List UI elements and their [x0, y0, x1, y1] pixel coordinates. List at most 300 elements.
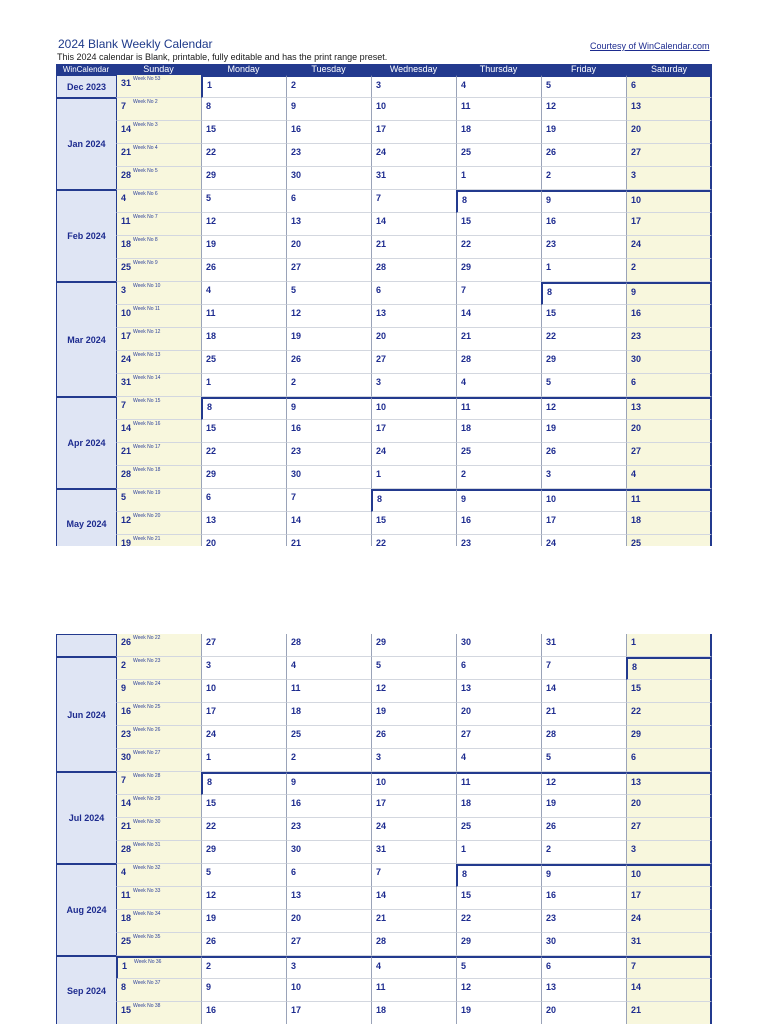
day-cell-wednesday[interactable] [371, 680, 456, 703]
day-cell-friday[interactable] [541, 236, 626, 259]
day-cell-saturday[interactable] [626, 75, 712, 98]
day-cell-wednesday[interactable] [371, 305, 456, 328]
day-cell-tuesday[interactable] [286, 374, 371, 397]
day-cell-saturday[interactable] [626, 282, 712, 305]
day-number: 27 [376, 354, 387, 364]
day-cell-saturday[interactable] [626, 818, 712, 841]
day-cell-friday[interactable] [541, 75, 626, 98]
day-cell-thursday[interactable] [456, 979, 541, 1002]
day-cell-sunday[interactable] [116, 535, 201, 546]
day-cell-sunday[interactable] [116, 236, 201, 259]
day-cell-friday[interactable] [541, 910, 626, 933]
day-cell-monday[interactable] [201, 512, 286, 535]
day-cell-sunday[interactable] [116, 213, 201, 236]
day-number: 9 [291, 101, 297, 111]
day-cell-friday[interactable] [541, 420, 626, 443]
day-cell-saturday[interactable] [626, 703, 712, 726]
day-cell-wednesday[interactable] [371, 75, 456, 98]
day-cell-wednesday[interactable] [371, 167, 456, 190]
day-cell-friday[interactable] [541, 887, 626, 910]
day-cell-tuesday[interactable] [286, 144, 371, 167]
day-cell-thursday[interactable] [456, 305, 541, 328]
day-cell-wednesday[interactable] [371, 726, 456, 749]
day-number: 21 [546, 706, 557, 716]
day-cell-tuesday[interactable] [286, 259, 371, 282]
day-cell-sunday[interactable] [116, 680, 201, 703]
day-cell-wednesday[interactable] [371, 634, 456, 657]
day-cell-monday[interactable] [201, 397, 286, 420]
day-cell-saturday[interactable] [626, 259, 712, 282]
day-cell-tuesday[interactable] [286, 443, 371, 466]
day-cell-thursday[interactable] [456, 818, 541, 841]
day-cell-tuesday[interactable] [286, 910, 371, 933]
day-number: 12 [376, 683, 387, 693]
day-number: 4 [376, 961, 382, 971]
day-cell-sunday[interactable] [116, 887, 201, 910]
day-cell-saturday[interactable] [626, 236, 712, 259]
day-cell-tuesday[interactable] [286, 75, 371, 98]
day-cell-monday[interactable] [201, 305, 286, 328]
day-cell-sunday[interactable] [116, 351, 201, 374]
day-number: 4 [461, 80, 467, 90]
day-cell-sunday[interactable] [116, 864, 201, 887]
day-number: 11 [461, 402, 471, 412]
day-cell-sunday[interactable] [116, 1002, 201, 1024]
day-number: 5 [461, 961, 467, 971]
day-cell-tuesday[interactable] [286, 657, 371, 680]
day-cell-wednesday[interactable] [371, 749, 456, 772]
day-cell-tuesday[interactable] [286, 726, 371, 749]
day-cell-monday[interactable] [201, 749, 286, 772]
day-cell-monday[interactable] [201, 236, 286, 259]
day-cell-sunday[interactable] [116, 374, 201, 397]
day-cell-thursday[interactable] [456, 374, 541, 397]
day-cell-thursday[interactable] [456, 75, 541, 98]
day-cell-thursday[interactable] [456, 351, 541, 374]
day-cell-wednesday[interactable] [371, 351, 456, 374]
day-cell-monday[interactable] [201, 489, 286, 512]
day-cell-tuesday[interactable] [286, 98, 371, 121]
day-cell-friday[interactable] [541, 305, 626, 328]
day-cell-wednesday[interactable] [371, 512, 456, 535]
day-cell-friday[interactable] [541, 680, 626, 703]
day-number: 12 [206, 890, 217, 900]
day-cell-saturday[interactable] [626, 841, 712, 864]
day-cell-monday[interactable] [201, 167, 286, 190]
day-cell-thursday[interactable] [456, 190, 541, 213]
day-cell-saturday[interactable] [626, 144, 712, 167]
day-cell-wednesday[interactable] [371, 236, 456, 259]
day-cell-thursday[interactable] [456, 443, 541, 466]
day-cell-sunday[interactable] [116, 466, 201, 489]
day-cell-saturday[interactable] [626, 634, 712, 657]
day-cell-saturday[interactable] [626, 397, 712, 420]
day-cell-monday[interactable] [201, 351, 286, 374]
day-cell-saturday[interactable] [626, 328, 712, 351]
day-cell-tuesday[interactable] [286, 489, 371, 512]
day-cell-monday[interactable] [201, 887, 286, 910]
day-cell-friday[interactable] [541, 351, 626, 374]
day-cell-tuesday[interactable] [286, 703, 371, 726]
day-number: 26 [546, 147, 557, 157]
day-cell-tuesday[interactable] [286, 512, 371, 535]
day-cell-friday[interactable] [541, 443, 626, 466]
day-cell-monday[interactable] [201, 772, 286, 795]
day-cell-sunday[interactable] [116, 956, 201, 979]
day-cell-sunday[interactable] [116, 167, 201, 190]
week-number: Week No 11 [133, 306, 161, 312]
day-cell-friday[interactable] [541, 466, 626, 489]
day-number: 15 [121, 1005, 132, 1015]
day-cell-monday[interactable] [201, 979, 286, 1002]
day-cell-thursday[interactable] [456, 397, 541, 420]
day-cell-tuesday[interactable] [286, 213, 371, 236]
day-cell-thursday[interactable] [456, 213, 541, 236]
day-cell-sunday[interactable] [116, 772, 201, 795]
day-cell-thursday[interactable] [456, 121, 541, 144]
day-cell-thursday[interactable] [456, 703, 541, 726]
day-cell-wednesday[interactable] [371, 328, 456, 351]
day-cell-friday[interactable] [541, 634, 626, 657]
day-cell-wednesday[interactable] [371, 374, 456, 397]
day-cell-wednesday[interactable] [371, 1002, 456, 1024]
week-number: Week No 32 [133, 865, 161, 871]
day-cell-saturday[interactable] [626, 956, 712, 979]
day-cell-monday[interactable] [201, 443, 286, 466]
day-cell-monday[interactable] [201, 864, 286, 887]
day-cell-friday[interactable] [541, 282, 626, 305]
day-cell-saturday[interactable] [626, 466, 712, 489]
week-row [116, 887, 712, 910]
day-cell-monday[interactable] [201, 680, 286, 703]
day-cell-wednesday[interactable] [371, 956, 456, 979]
day-cell-monday[interactable] [201, 213, 286, 236]
day-number: 30 [291, 844, 302, 854]
day-cell-sunday[interactable] [116, 841, 201, 864]
day-cell-saturday[interactable] [626, 351, 712, 374]
day-cell-monday[interactable] [201, 420, 286, 443]
day-cell-tuesday[interactable] [286, 1002, 371, 1024]
day-cell-friday[interactable] [541, 190, 626, 213]
day-cell-monday[interactable] [201, 726, 286, 749]
day-cell-tuesday[interactable] [286, 351, 371, 374]
day-cell-thursday[interactable] [456, 634, 541, 657]
day-cell-friday[interactable] [541, 841, 626, 864]
day-cell-friday[interactable] [541, 933, 626, 956]
day-cell-thursday[interactable] [456, 933, 541, 956]
day-cell-tuesday[interactable] [286, 933, 371, 956]
day-cell-saturday[interactable] [626, 167, 712, 190]
week-row [116, 634, 712, 657]
day-cell-sunday[interactable] [116, 910, 201, 933]
day-cell-saturday[interactable] [626, 864, 712, 887]
day-cell-wednesday[interactable] [371, 864, 456, 887]
day-cell-sunday[interactable] [116, 657, 201, 680]
day-cell-thursday[interactable] [456, 420, 541, 443]
day-number: 2 [291, 752, 297, 762]
day-cell-tuesday[interactable] [286, 841, 371, 864]
day-cell-saturday[interactable] [626, 98, 712, 121]
day-cell-friday[interactable] [541, 397, 626, 420]
day-cell-wednesday[interactable] [371, 535, 456, 546]
day-cell-thursday[interactable] [456, 282, 541, 305]
day-cell-saturday[interactable] [626, 489, 712, 512]
day-cell-monday[interactable] [201, 910, 286, 933]
day-cell-friday[interactable] [541, 772, 626, 795]
day-cell-monday[interactable] [201, 535, 286, 546]
day-number: 22 [376, 538, 387, 546]
day-cell-monday[interactable] [201, 374, 286, 397]
day-cell-tuesday[interactable] [286, 956, 371, 979]
day-cell-thursday[interactable] [456, 864, 541, 887]
day-cell-wednesday[interactable] [371, 703, 456, 726]
day-cell-wednesday[interactable] [371, 910, 456, 933]
day-cell-friday[interactable] [541, 535, 626, 546]
day-cell-wednesday[interactable] [371, 772, 456, 795]
day-cell-sunday[interactable] [116, 703, 201, 726]
day-cell-tuesday[interactable] [286, 979, 371, 1002]
day-cell-sunday[interactable] [116, 98, 201, 121]
day-cell-monday[interactable] [201, 282, 286, 305]
day-number: 8 [206, 101, 212, 111]
day-cell-tuesday[interactable] [286, 236, 371, 259]
day-cell-sunday[interactable] [116, 795, 201, 818]
day-cell-tuesday[interactable] [286, 328, 371, 351]
day-cell-friday[interactable] [541, 1002, 626, 1024]
day-cell-sunday[interactable] [116, 818, 201, 841]
day-cell-tuesday[interactable] [286, 167, 371, 190]
day-cell-sunday[interactable] [116, 749, 201, 772]
day-cell-monday[interactable] [201, 634, 286, 657]
day-cell-saturday[interactable] [626, 443, 712, 466]
day-cell-wednesday[interactable] [371, 397, 456, 420]
day-cell-thursday[interactable] [456, 489, 541, 512]
day-cell-wednesday[interactable] [371, 657, 456, 680]
day-cell-tuesday[interactable] [286, 749, 371, 772]
day-cell-monday[interactable] [201, 703, 286, 726]
day-cell-thursday[interactable] [456, 657, 541, 680]
day-cell-saturday[interactable] [626, 979, 712, 1002]
day-cell-friday[interactable] [541, 121, 626, 144]
day-cell-tuesday[interactable] [286, 634, 371, 657]
day-cell-monday[interactable] [201, 1002, 286, 1024]
day-cell-wednesday[interactable] [371, 841, 456, 864]
day-cell-wednesday[interactable] [371, 489, 456, 512]
day-cell-sunday[interactable] [116, 75, 201, 98]
day-cell-sunday[interactable] [116, 259, 201, 282]
page-title: 2024 Blank Weekly Calendar [58, 37, 213, 51]
day-cell-monday[interactable] [201, 144, 286, 167]
day-cell-thursday[interactable] [456, 98, 541, 121]
day-cell-saturday[interactable] [626, 910, 712, 933]
page-subtitle: This 2024 calendar is Blank, printable, fully editable and has the print range preset. [57, 52, 388, 62]
day-cell-thursday[interactable] [456, 512, 541, 535]
day-cell-saturday[interactable] [626, 933, 712, 956]
day-cell-saturday[interactable] [626, 726, 712, 749]
day-cell-saturday[interactable] [626, 749, 712, 772]
day-cell-friday[interactable] [541, 795, 626, 818]
day-cell-thursday[interactable] [456, 144, 541, 167]
day-cell-sunday[interactable] [116, 512, 201, 535]
day-cell-tuesday[interactable] [286, 864, 371, 887]
day-cell-thursday[interactable] [456, 749, 541, 772]
day-number: 7 [546, 660, 552, 670]
day-cell-monday[interactable] [201, 466, 286, 489]
day-cell-sunday[interactable] [116, 328, 201, 351]
day-cell-sunday[interactable] [116, 489, 201, 512]
day-cell-tuesday[interactable] [286, 795, 371, 818]
day-cell-wednesday[interactable] [371, 933, 456, 956]
day-cell-thursday[interactable] [456, 259, 541, 282]
day-cell-thursday[interactable] [456, 328, 541, 351]
day-cell-wednesday[interactable] [371, 795, 456, 818]
day-cell-monday[interactable] [201, 190, 286, 213]
day-cell-friday[interactable] [541, 213, 626, 236]
day-number: 20 [206, 538, 217, 546]
day-cell-friday[interactable] [541, 956, 626, 979]
day-cell-thursday[interactable] [456, 910, 541, 933]
day-cell-tuesday[interactable] [286, 680, 371, 703]
day-cell-friday[interactable] [541, 512, 626, 535]
day-cell-friday[interactable] [541, 144, 626, 167]
day-cell-wednesday[interactable] [371, 98, 456, 121]
day-cell-saturday[interactable] [626, 374, 712, 397]
day-cell-friday[interactable] [541, 374, 626, 397]
day-number: 5 [376, 660, 382, 670]
day-cell-thursday[interactable] [456, 466, 541, 489]
day-cell-thursday[interactable] [456, 1002, 541, 1024]
day-cell-monday[interactable] [201, 121, 286, 144]
day-cell-tuesday[interactable] [286, 282, 371, 305]
day-cell-monday[interactable] [201, 75, 286, 98]
day-cell-thursday[interactable] [456, 772, 541, 795]
day-cell-tuesday[interactable] [286, 121, 371, 144]
day-cell-monday[interactable] [201, 818, 286, 841]
day-cell-sunday[interactable] [116, 121, 201, 144]
day-cell-wednesday[interactable] [371, 466, 456, 489]
day-cell-tuesday[interactable] [286, 305, 371, 328]
day-cell-saturday[interactable] [626, 795, 712, 818]
day-cell-friday[interactable] [541, 749, 626, 772]
day-cell-friday[interactable] [541, 167, 626, 190]
day-cell-sunday[interactable] [116, 933, 201, 956]
day-cell-saturday[interactable] [626, 121, 712, 144]
day-cell-sunday[interactable] [116, 397, 201, 420]
day-cell-thursday[interactable] [456, 535, 541, 546]
day-cell-wednesday[interactable] [371, 420, 456, 443]
day-cell-friday[interactable] [541, 818, 626, 841]
day-cell-sunday[interactable] [116, 726, 201, 749]
day-number: 10 [376, 777, 387, 787]
day-cell-sunday[interactable] [116, 282, 201, 305]
courtesy-link[interactable]: Courtesy of WinCalendar.com [590, 41, 710, 51]
day-cell-wednesday[interactable] [371, 190, 456, 213]
day-cell-thursday[interactable] [456, 956, 541, 979]
day-cell-wednesday[interactable] [371, 259, 456, 282]
day-cell-monday[interactable] [201, 259, 286, 282]
day-cell-tuesday[interactable] [286, 818, 371, 841]
day-cell-tuesday[interactable] [286, 535, 371, 546]
day-cell-thursday[interactable] [456, 795, 541, 818]
day-cell-thursday[interactable] [456, 726, 541, 749]
day-cell-saturday[interactable] [626, 535, 712, 546]
day-cell-saturday[interactable] [626, 213, 712, 236]
day-cell-friday[interactable] [541, 259, 626, 282]
day-cell-friday[interactable] [541, 328, 626, 351]
day-cell-monday[interactable] [201, 98, 286, 121]
day-cell-monday[interactable] [201, 657, 286, 680]
day-cell-sunday[interactable] [116, 979, 201, 1002]
day-cell-friday[interactable] [541, 489, 626, 512]
day-number: 10 [206, 683, 217, 693]
day-cell-wednesday[interactable] [371, 443, 456, 466]
day-cell-friday[interactable] [541, 657, 626, 680]
day-cell-wednesday[interactable] [371, 213, 456, 236]
day-cell-friday[interactable] [541, 726, 626, 749]
day-cell-sunday[interactable] [116, 420, 201, 443]
day-number: 10 [546, 494, 557, 504]
day-cell-friday[interactable] [541, 703, 626, 726]
day-cell-monday[interactable] [201, 841, 286, 864]
day-cell-thursday[interactable] [456, 167, 541, 190]
day-number: 2 [291, 377, 297, 387]
day-cell-saturday[interactable] [626, 512, 712, 535]
day-cell-tuesday[interactable] [286, 466, 371, 489]
day-cell-saturday[interactable] [626, 190, 712, 213]
day-number: 4 [631, 469, 637, 479]
day-number: 12 [121, 515, 132, 525]
day-cell-sunday[interactable] [116, 634, 201, 657]
day-cell-sunday[interactable] [116, 305, 201, 328]
day-cell-wednesday[interactable] [371, 121, 456, 144]
day-cell-sunday[interactable] [116, 144, 201, 167]
day-cell-thursday[interactable] [456, 841, 541, 864]
day-cell-saturday[interactable] [626, 420, 712, 443]
day-cell-saturday[interactable] [626, 887, 712, 910]
day-cell-friday[interactable] [541, 98, 626, 121]
day-number: 20 [291, 239, 302, 249]
day-cell-tuesday[interactable] [286, 420, 371, 443]
day-number: 24 [376, 821, 387, 831]
day-cell-monday[interactable] [201, 328, 286, 351]
day-cell-monday[interactable] [201, 956, 286, 979]
day-cell-sunday[interactable] [116, 443, 201, 466]
day-cell-saturday[interactable] [626, 305, 712, 328]
day-cell-wednesday[interactable] [371, 144, 456, 167]
day-cell-thursday[interactable] [456, 887, 541, 910]
day-cell-monday[interactable] [201, 795, 286, 818]
day-cell-tuesday[interactable] [286, 772, 371, 795]
day-cell-wednesday[interactable] [371, 979, 456, 1002]
day-cell-wednesday[interactable] [371, 818, 456, 841]
day-cell-sunday[interactable] [116, 190, 201, 213]
day-cell-monday[interactable] [201, 933, 286, 956]
day-cell-wednesday[interactable] [371, 887, 456, 910]
day-cell-tuesday[interactable] [286, 397, 371, 420]
day-cell-tuesday[interactable] [286, 887, 371, 910]
day-cell-friday[interactable] [541, 864, 626, 887]
day-cell-saturday[interactable] [626, 657, 712, 680]
day-cell-tuesday[interactable] [286, 190, 371, 213]
day-cell-saturday[interactable] [626, 680, 712, 703]
day-cell-saturday[interactable] [626, 1002, 712, 1024]
day-cell-thursday[interactable] [456, 680, 541, 703]
day-cell-wednesday[interactable] [371, 282, 456, 305]
day-cell-saturday[interactable] [626, 772, 712, 795]
day-cell-friday[interactable] [541, 979, 626, 1002]
day-cell-thursday[interactable] [456, 236, 541, 259]
day-number: 7 [461, 285, 467, 295]
